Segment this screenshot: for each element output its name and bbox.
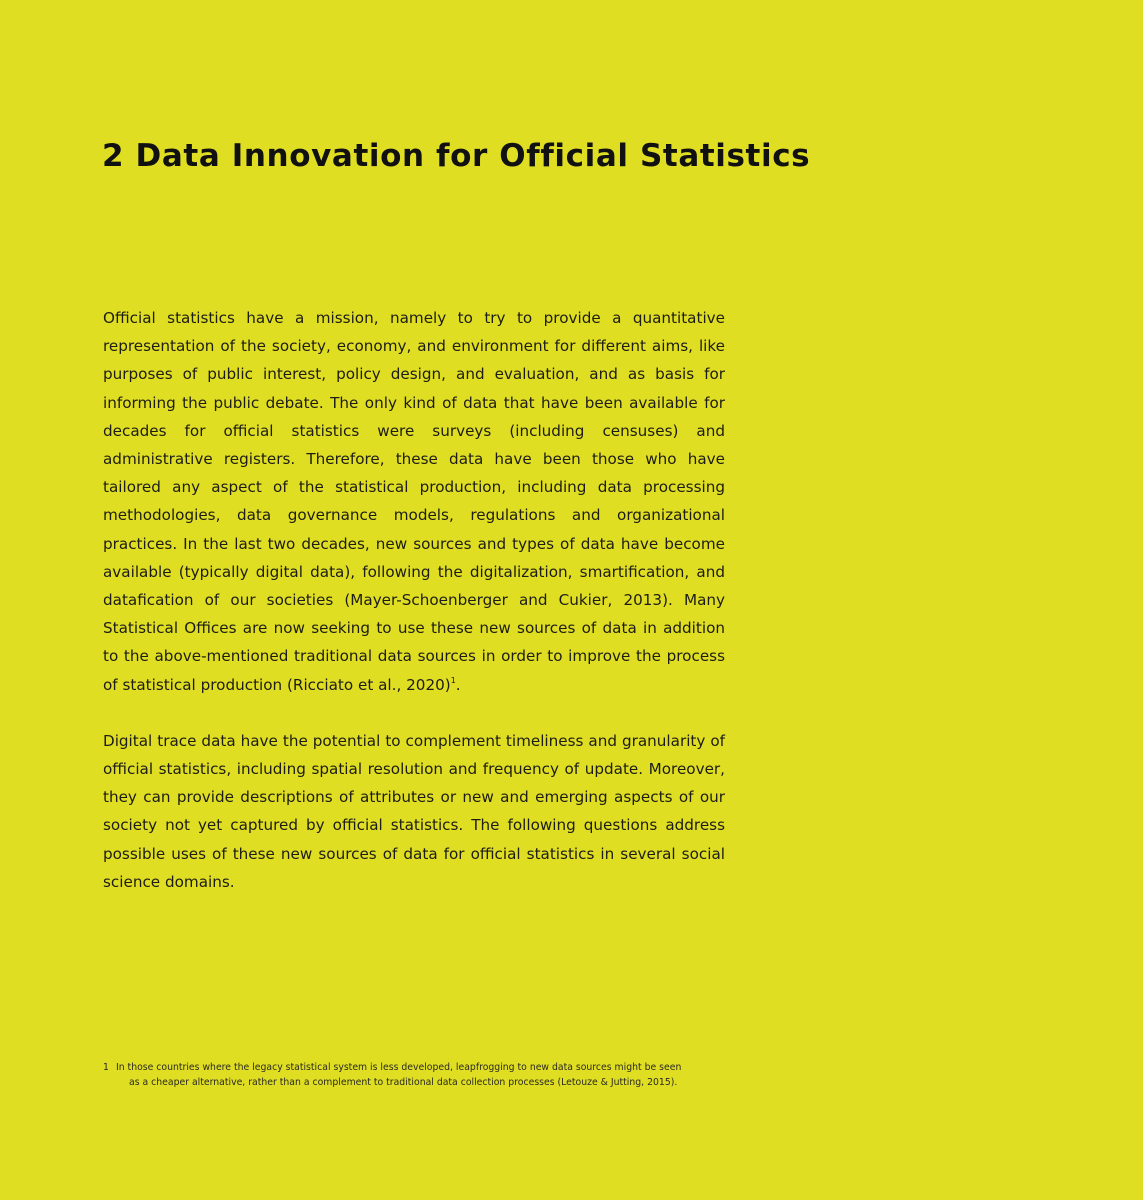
paragraph-1-end: . xyxy=(455,675,461,694)
footnote-number: 1 xyxy=(103,1062,109,1073)
paragraph-1-text: Official statistics have a mission, namely to try to provide a quantitative representation of the society, economy, and environment for different aims, like purposes of public interest, policy design, and evaluation, and as basis for informing the public debate. The only kind of data that have been available for decades for official statistics were surveys (including censuses) and administrative registers. Therefore, these data have been those who have tailored any aspect of the statistical production, including data processing methodologies, data governance models, regulations and organizational practices. In the last two decades, new sources and types of data have become available (typically digital data), following the digitalization, smartification, and datafication of our societies (Mayer-Schoenberger and Cukier, 2013). Many Statistical Offices are now seeking to use these new sources of data in addition to the above-mentioned traditional data sources in order to improve the process of statistical production (Ricciato et al., 2020) xyxy=(103,309,725,694)
paragraph-2: Digital trace data have the potential to complement timeliness and granularity of official statistics, including spatial resolution and frequency of update. Moreover, they can provide descriptions of attributes or new and emerging aspects of our society not yet captured by official statistics. The following questions address possible uses of these new sources of data for official statistics in several social science domains. xyxy=(103,731,725,891)
paragraph-1 xyxy=(103,304,725,699)
footnote-line-1: In those countries where the legacy statistical system is less developed, leapfrogging to new data sources might be seen xyxy=(115,1062,682,1073)
footnote xyxy=(103,1061,733,1090)
body-text xyxy=(103,304,725,896)
footnote-reference: 1 xyxy=(450,675,456,685)
chapter-title: 2 Data Innovation for Official Statistics xyxy=(102,138,811,174)
footnote-line-2: as a cheaper alternative, rather than a complement to traditional data collection processes (Letouze & Jutting, 2015). xyxy=(129,1076,678,1088)
